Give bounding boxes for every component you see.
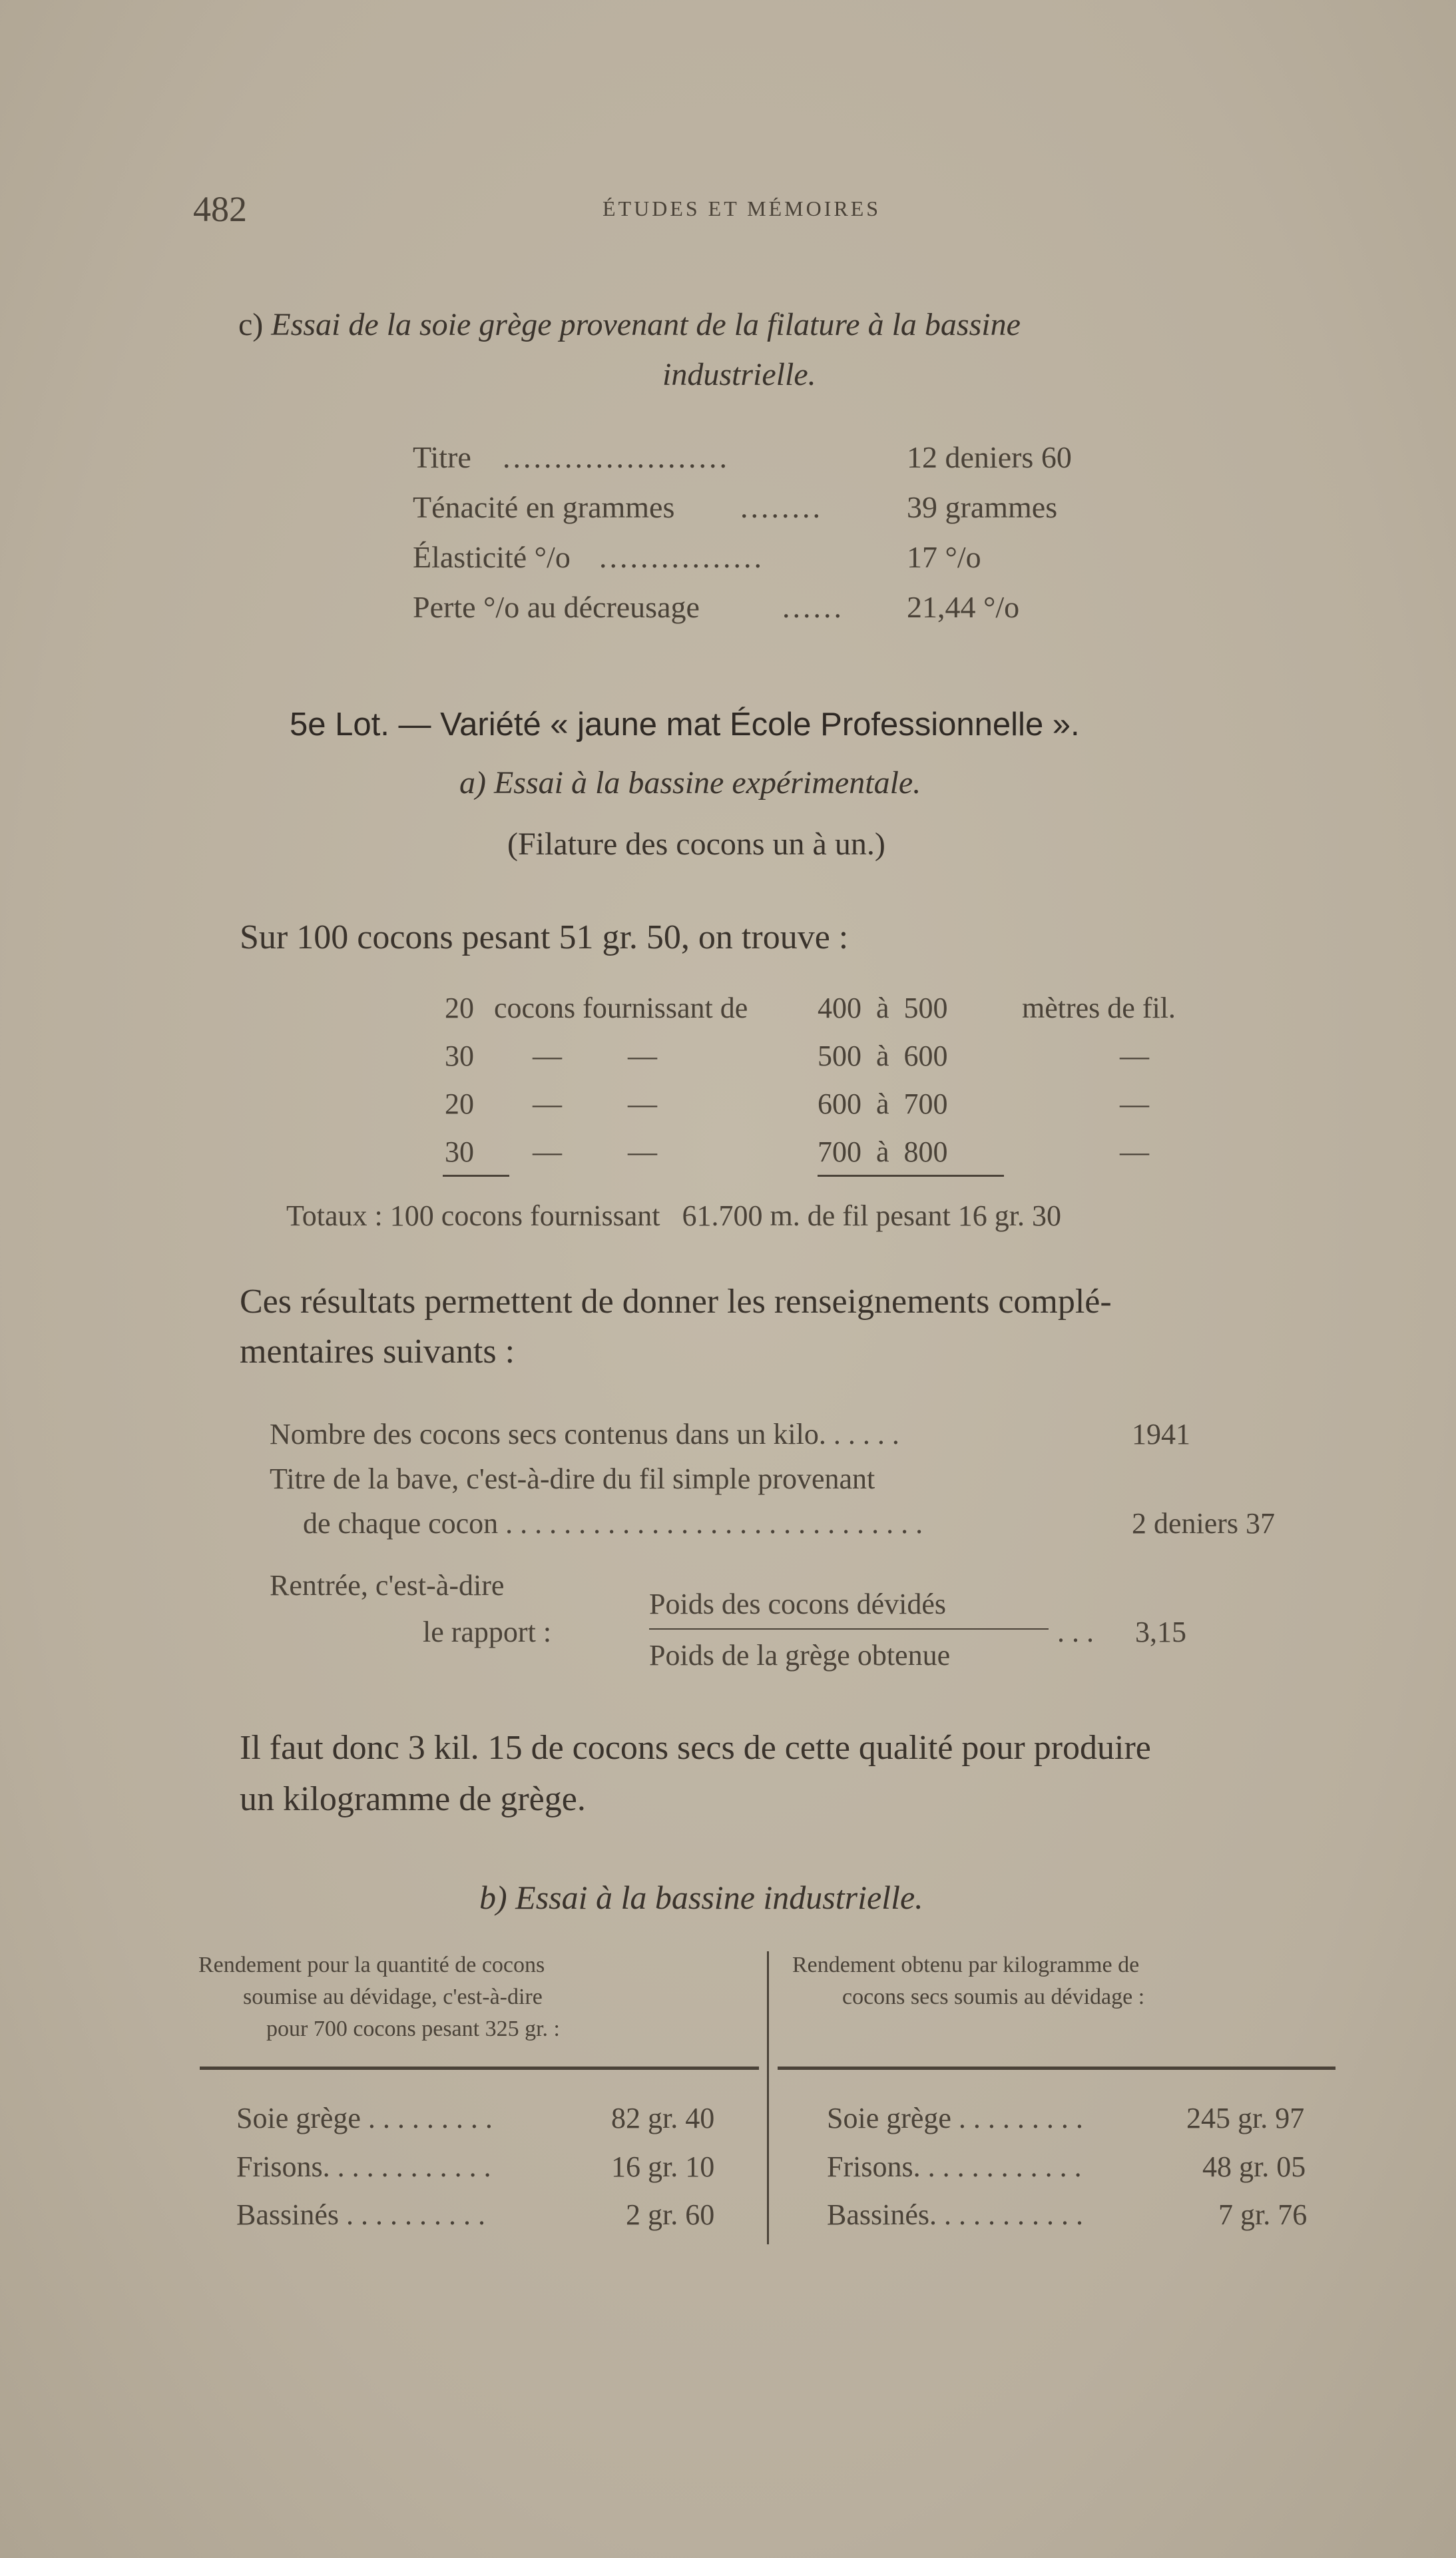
cocon-range: 600 à 700 [818,1088,948,1120]
section-c-title-line1: Essai de la soie grège provenant de la filature à la bassine [271,307,1021,342]
lot5-heading: 5e Lot. — Variété « jaune mat École Professionnelle ». [290,707,1080,743]
cocon-range: 400 à 500 [818,992,948,1024]
totaux-line: Totaux : 100 cocons fournissant 61.700 m. de fil pesant 16 gr. 30 [286,1199,1061,1232]
fraction-denominator: Poids de la grège obtenue [649,1639,951,1672]
section-c-title [238,306,1021,343]
section-c-title-line2: industrielle. [662,357,816,392]
table-b-right-header: Rendement obtenu par kilogramme de [792,1953,1140,1977]
rentree-value: 3,15 [1135,1616,1186,1648]
table-b-left-header: pour 700 cocons pesant 325 gr. : [266,2017,560,2041]
table-b-right-value: 245 gr. 97 [1186,2102,1305,2134]
section-c-row-label: Élasticité °/o [413,540,571,574]
nombre-label: Nombre des cocons secs contenus dans un kilo. . . . . . [270,1418,899,1450]
section-c-row-value: 21,44 °/o [907,590,1020,624]
table-b-left-label: Soie grège . . . . . . . . . [236,2102,493,2134]
section-c-row-label: Titre [413,440,471,474]
table-b-left-value: 82 gr. 40 [611,2102,715,2134]
section-c-row-dots: ...... [782,590,844,624]
table-b-right-value: 48 gr. 05 [1202,2150,1306,2183]
table-b-right-label: Bassinés. . . . . . . . . . . [827,2198,1083,2231]
section-c-row-value: 39 grammes [907,490,1058,524]
table-b-rule-right [778,2067,1335,2070]
lot5-sub-a-paren: (Filature des cocons un à un.) [507,826,885,862]
sum-rule-left [443,1175,509,1177]
lot5-sub-a: a) Essai à la bassine expérimentale. [459,765,921,800]
cocon-count: 30 [445,1135,474,1168]
titre-bave-value: 2 deniers 37 [1132,1507,1276,1540]
results-line2: mentaires suivants : [240,1333,515,1371]
section-c-row-dots: ................ [599,540,764,574]
section-c-row-value: 17 °/o [907,540,981,574]
cocon-desc: cocons fournissant de [494,992,748,1024]
table-b-right-value: 7 gr. 76 [1218,2198,1308,2231]
table-b-right-label: Frisons. . . . . . . . . . . . [827,2150,1082,2183]
conclusion-line1: Il faut donc 3 kil. 15 de cocons secs de cette qualité pour produire [240,1729,1151,1767]
titre-bave-line2: de chaque cocon . . . . . . . . . . . . . . . . . . . . . . . . . . . . . [303,1507,923,1540]
cocon-desc: — — [533,1135,657,1168]
table-b-left-value: 2 gr. 60 [626,2198,715,2231]
cocon-desc: — — [533,1088,657,1120]
fraction-dots: . . . [1057,1616,1094,1648]
section-c-row-dots: ........ [740,490,823,524]
section-c-label: c) [238,307,264,342]
results-line1: Ces résultats permettent de donner les renseignements complé- [240,1283,1112,1321]
table-b-left-header: Rendement pour la quantité de cocons [198,1953,545,1977]
lot5-intro: Sur 100 cocons pesant 51 gr. 50, on trouve : [240,918,849,956]
cocon-count: 30 [445,1040,474,1072]
section-c-row-label: Perte °/o au décreusage [413,590,700,624]
table-b-divider [767,1951,769,2244]
rentree-line1: Rentrée, c'est-à-dire [270,1569,505,1602]
cocon-unit: mètres de fil. [1022,992,1176,1024]
table-b-right-label: Soie grège . . . . . . . . . [827,2102,1083,2134]
cocon-desc: — — [533,1040,657,1072]
cocon-count: 20 [445,1088,474,1120]
table-b-right-header: cocons secs soumis au dévidage : [842,1985,1145,2009]
fraction-numerator: Poids des cocons dévidés [649,1588,947,1620]
conclusion-line2: un kilogramme de grège. [240,1780,586,1818]
section-c-row-label: Ténacité en grammes [413,490,675,524]
cocon-unit: — [1120,1135,1149,1168]
cocon-count: 20 [445,992,474,1024]
table-b-rule-left [200,2067,759,2070]
fraction-bar [649,1628,1049,1630]
lot5-sub-b: b) Essai à la bassine industrielle. [479,1879,923,1916]
cocon-unit: — [1120,1088,1149,1120]
table-b-left-label: Frisons. . . . . . . . . . . . [236,2150,491,2183]
table-b-left-label: Bassinés . . . . . . . . . . [236,2198,485,2231]
cocon-range: 700 à 800 [818,1135,948,1168]
cocon-unit: — [1120,1040,1149,1072]
sum-rule-right [818,1175,1004,1177]
table-b-left-header: soumise au dévidage, c'est-à-dire [243,1985,543,2009]
page-number: 482 [193,189,247,229]
section-c-row-value: 12 deniers 60 [907,440,1072,474]
table-b-left-value: 16 gr. 10 [611,2150,715,2183]
running-title: ÉTUDES ET MÉMOIRES [603,196,881,220]
rentree-line2: le rapport : [423,1616,552,1648]
section-c-row-dots: ...................... [503,440,730,474]
titre-bave-line1: Titre de la bave, c'est-à-dire du fil simple provenant [270,1462,875,1495]
cocon-range: 500 à 600 [818,1040,948,1072]
nombre-value: 1941 [1132,1418,1190,1450]
